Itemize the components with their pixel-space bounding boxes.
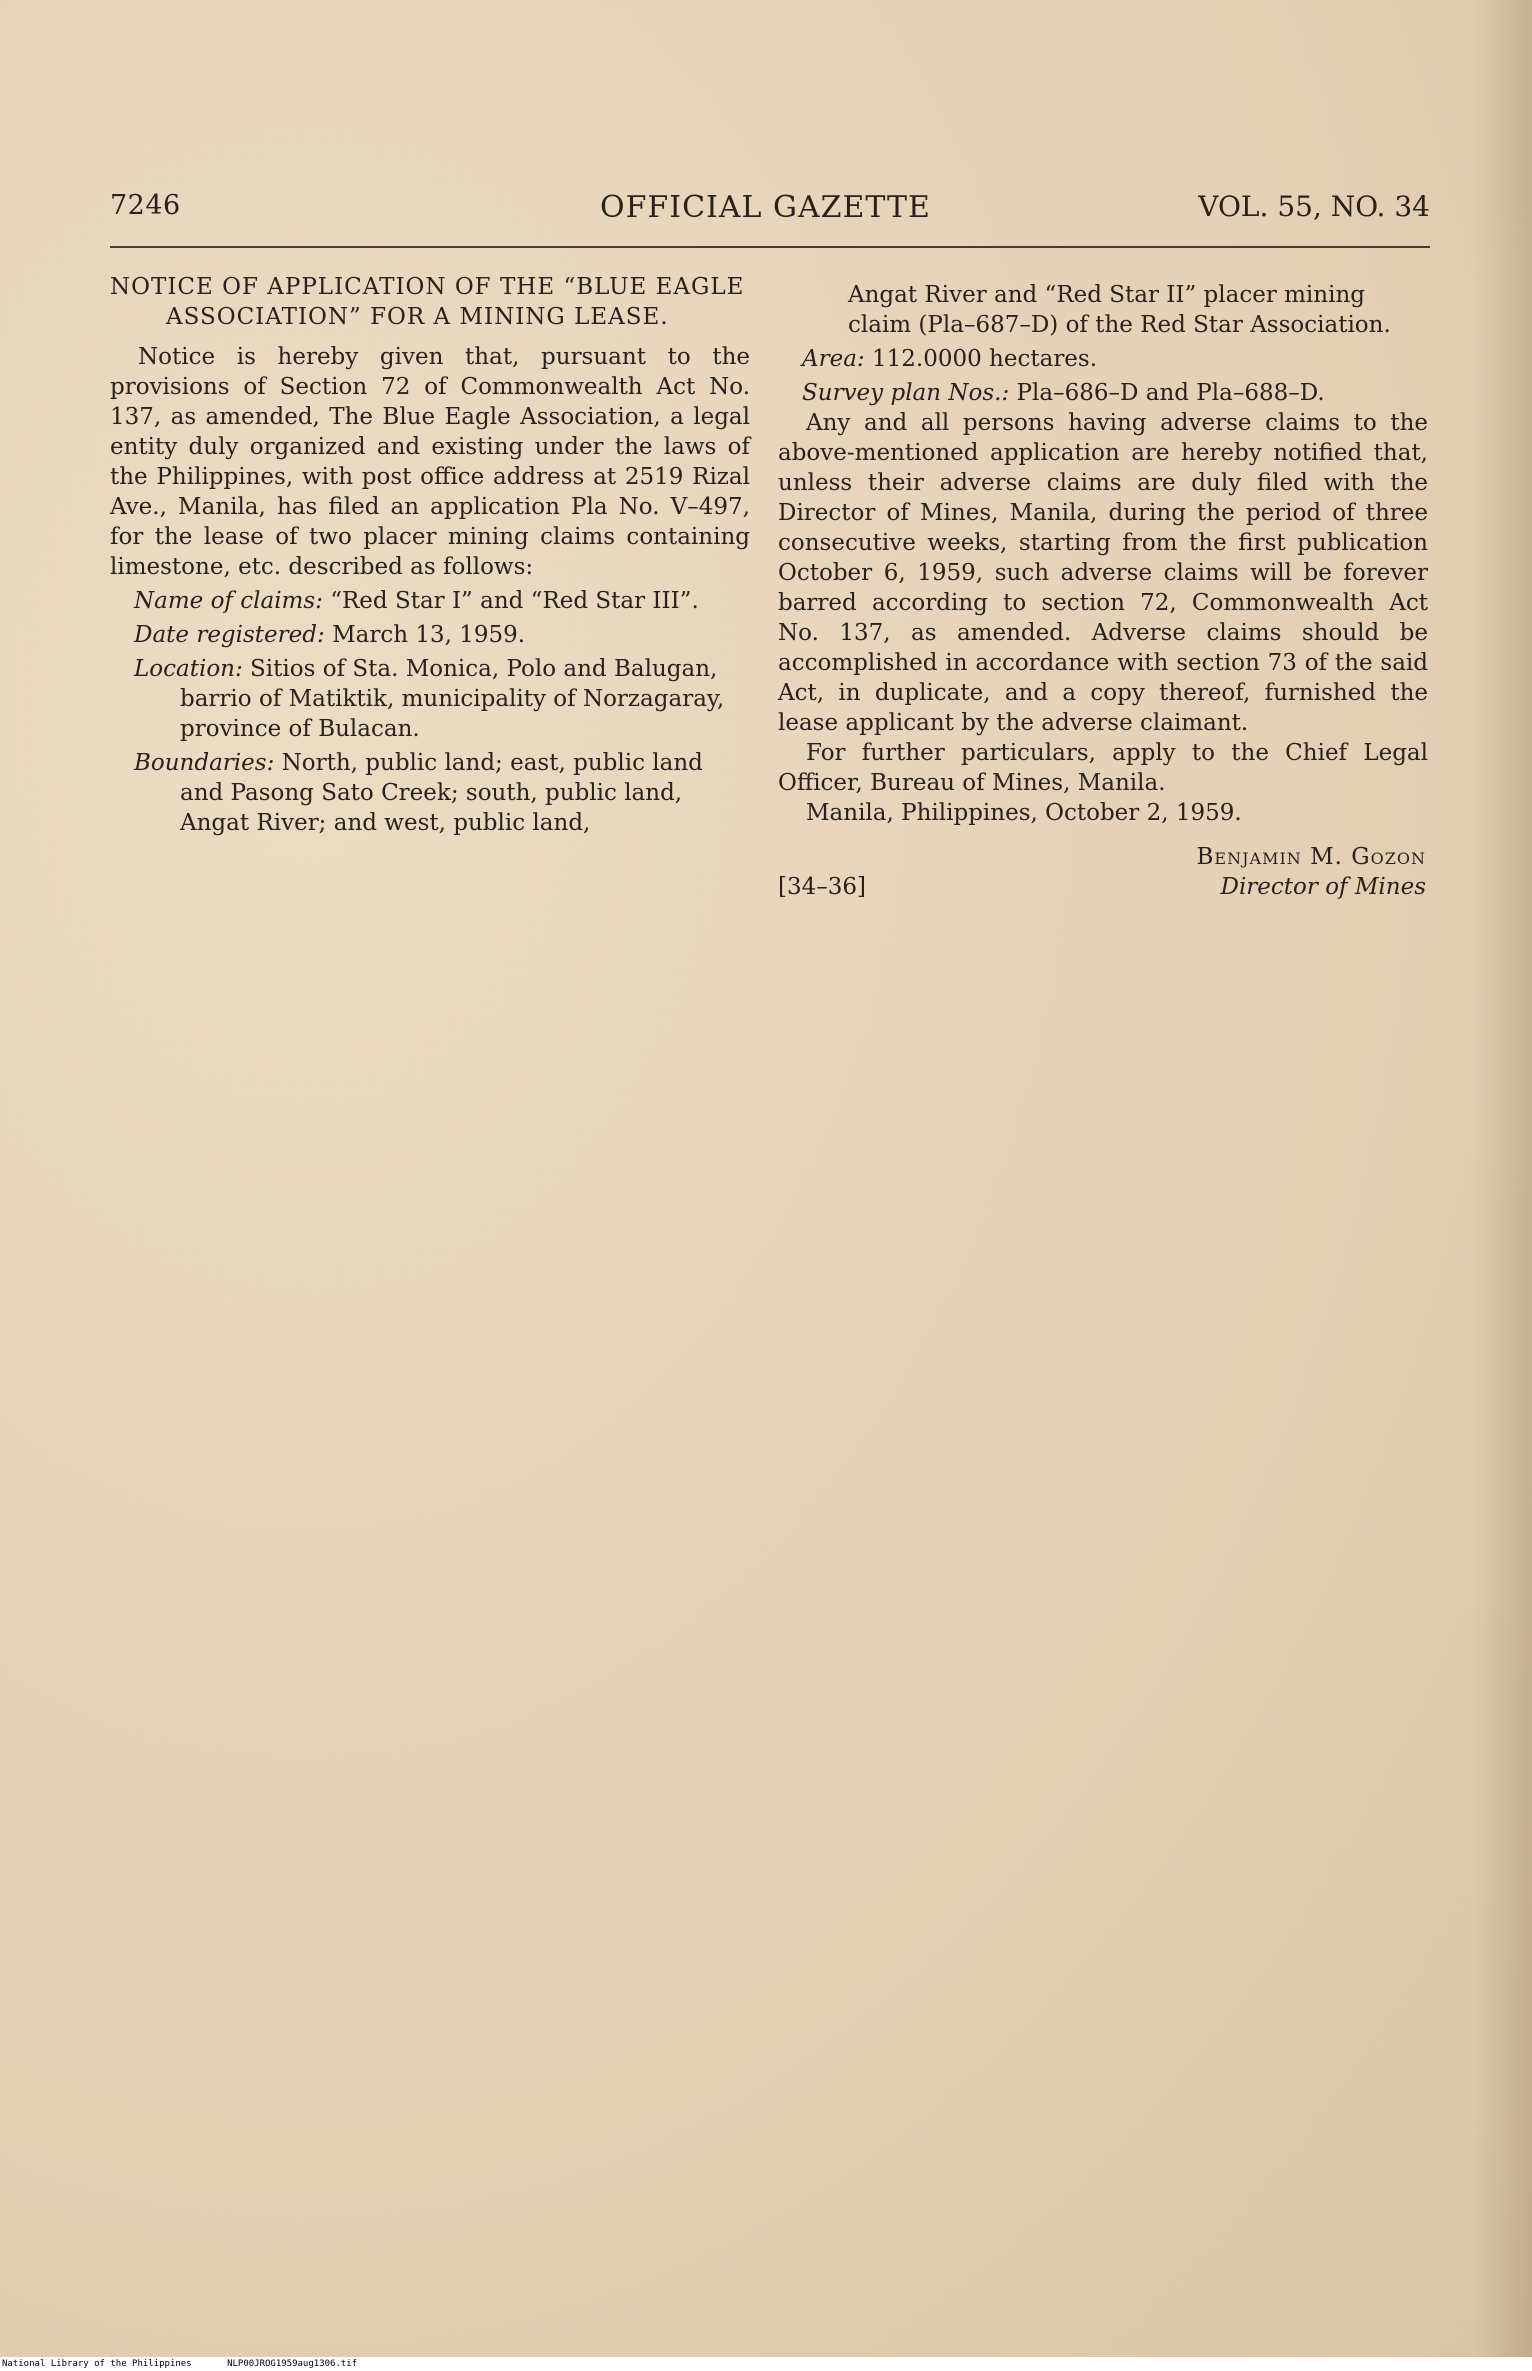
footer-file: NLP00JROG1959aug1306.tif [227,2359,358,2369]
header-rule [110,246,1430,248]
reference-number: [34–36] [778,874,866,900]
claims-entry [110,586,750,616]
page-header [110,190,1430,240]
area-value: 112.0000 hectares. [872,346,1098,372]
location-label: Location: [134,656,243,682]
gazette-title: OFFICIAL GAZETTE [600,190,931,225]
location-value: Sitios of Sta. Monica, Polo and Balugan, barrio of Matiktik, municipality of Norzagaray, province of Bulacan. [180,656,725,742]
survey-entry [778,378,1428,408]
right-column [778,280,1428,902]
boundaries-value: North, public land; east, public land and Pasong Sato Creek; south, public land, Angat River; and west, public land, [180,750,703,836]
date-label: Date registered: [134,622,325,648]
boundaries-entry [110,748,750,838]
dateline: Manila, Philippines, October 2, 1959. [806,800,1242,826]
survey-label: Survey plan Nos.: [802,380,1010,406]
claims-value: “Red Star I” and “Red Star III”. [330,588,699,614]
boundaries-continued: Angat River and “Red Star II” placer mining claim (Pla–687–D) of the Red Star Association. [848,282,1391,338]
scan-footer [0,2357,1532,2371]
footer-library: National Library of the Philippines [2,2359,192,2369]
area-label: Area: [802,346,865,372]
left-column [110,272,750,838]
signatory-name: Benjamin M. Gozon [1196,844,1426,870]
location-entry [110,654,750,744]
page-edge-shadow [1472,0,1532,2357]
adverse-claims-paragraph: Any and all persons having adverse claims to the above-mentioned application are hereby notified that, unless their adverse claims are duly filed with the Director of Mines, Manila, during the period of three consecutive weeks, starting from the first publication October 6, 1959, such adverse claims will be forever barred according to section 72, Commonwealth Act No. 137, as amended. Adverse claims should be accomplished in accordance with section 73 of the said Act, in duplicate, and a copy thereof, furnished the lease applicant by the adverse claimant. [778,410,1428,736]
date-entry [110,620,750,650]
signatory-title: Director of Mines [1220,874,1426,900]
date-value: March 13, 1959. [332,622,526,648]
area-entry [778,344,1428,374]
page-number: 7246 [110,190,181,221]
survey-value: Pla–686–D and Pla–688–D. [1016,380,1325,406]
signature-block [778,842,1428,902]
notice-intro: Notice is hereby given that, pursuant to the provisions of Section 72 of Commonwealth Act No. 137, as amended, The Blue Eagle Association, a legal entity duly organized and existing under the laws of the Philippines, with post office address at 2519 Rizal Ave., Manila, has filed an application Pla No. V–497, for the lease of two placer mining claims containing limestone, etc. described as follows: [110,344,750,580]
volume-info: VOL. 55, NO. 34 [1198,190,1430,223]
claims-label: Name of claims: [134,588,323,614]
further-particulars: For further particulars, apply to the Chief Legal Officer, Bureau of Mines, Manila. [778,740,1428,796]
boundaries-label: Boundaries: [134,750,275,776]
notice-title: NOTICE OF APPLICATION OF THE “BLUE EAGLE ASSOCIATION” FOR A MINING LEASE. [110,274,745,330]
